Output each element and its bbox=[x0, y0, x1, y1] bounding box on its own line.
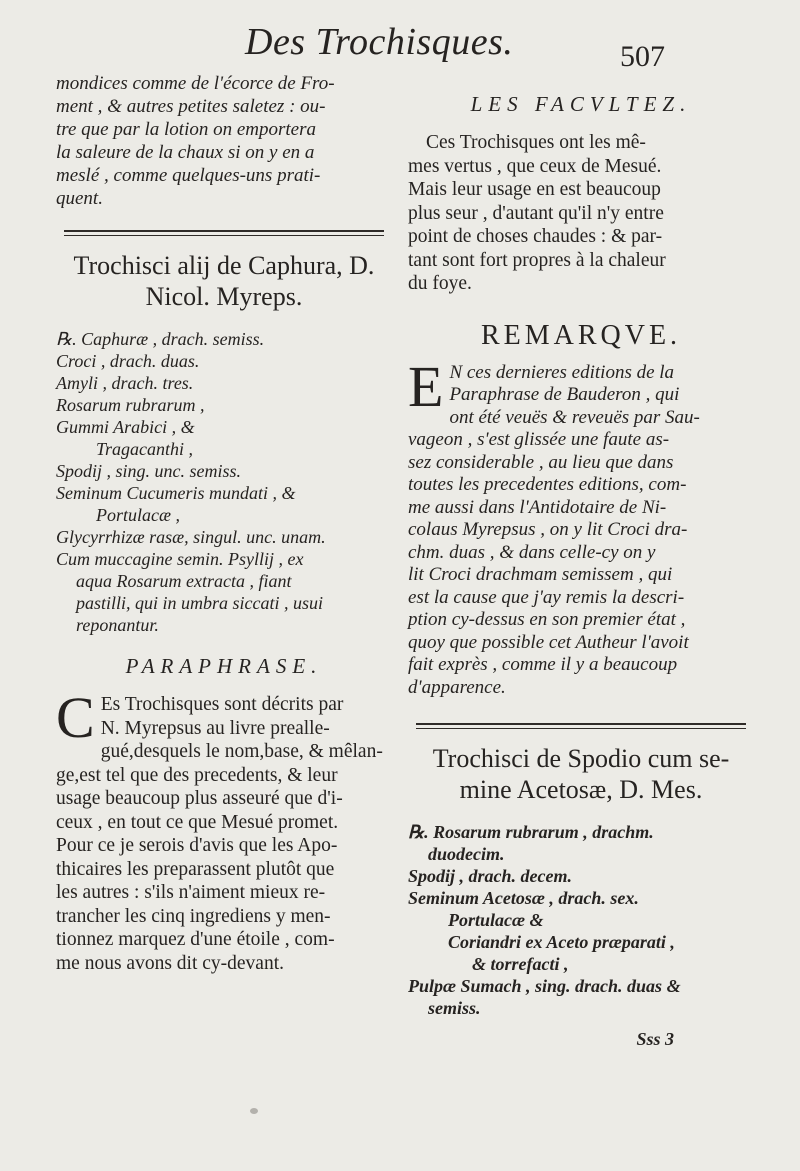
running-head: Des Trochisques. bbox=[245, 21, 514, 63]
recipe-line: semiss. bbox=[428, 998, 481, 1018]
paraphrase-paragraph bbox=[56, 685, 392, 975]
signature-mark: Sss 3 bbox=[636, 1029, 674, 1049]
title-line: Trochisci alij de Caphura, D. bbox=[73, 251, 375, 280]
faculties-heading: LES FACVLTEZ. bbox=[470, 92, 692, 116]
text-line: du foye. bbox=[408, 273, 472, 294]
recipe-line: pastilli, qui in umbra siccati , usui bbox=[76, 593, 324, 613]
text-line: chm. duas , & dans celle-cy on y bbox=[408, 541, 656, 563]
text-line: est la cause que j'ay remis la descri- bbox=[408, 586, 685, 608]
section-divider bbox=[64, 230, 384, 236]
page-number: 507 bbox=[620, 40, 665, 73]
faculties-paragraph bbox=[408, 131, 754, 296]
text-line: lit Croci drachmam semissem , qui bbox=[408, 564, 673, 585]
recipe-line: Glycyrrhizæ rasæ, singul. unc. unam. bbox=[56, 527, 326, 547]
text-line: gué,desquels le nom,base, & mêlan- bbox=[100, 741, 383, 762]
text-line: ment , & autres petites saletez : ou- bbox=[56, 96, 326, 117]
section-divider bbox=[416, 723, 746, 729]
recipe-line: reponantur. bbox=[76, 615, 159, 635]
left-column bbox=[56, 72, 392, 975]
text-line: Pour ce je serois d'avis que les Apo- bbox=[56, 835, 338, 856]
text-line: la saleure de la chaux si on y en a bbox=[56, 142, 315, 163]
text-line: les autres : s'ils n'aiment mieux re- bbox=[56, 882, 326, 903]
recipe-line: Amyli , drach. tres. bbox=[56, 373, 194, 393]
text-line: d'apparence. bbox=[408, 676, 506, 698]
recipe-line: ℞. Rosarum rubrarum , drachm. bbox=[408, 822, 654, 842]
remark-heading: REMARQVE. bbox=[480, 319, 682, 351]
text-line: N. Myrepsus au livre prealle- bbox=[100, 717, 330, 739]
recipe-line: Gummi Arabici , & bbox=[56, 417, 195, 437]
text-line: mes vertus , que ceux de Mesué. bbox=[408, 155, 662, 177]
recipe-line: Tragacanthi , bbox=[96, 439, 194, 459]
title-line: Nicol. Myreps. bbox=[145, 282, 303, 311]
recipe-line: Croci , drach. duas. bbox=[56, 351, 200, 371]
recipe-list bbox=[56, 328, 392, 636]
text-line: usage beaucoup plus asseuré que d'i- bbox=[56, 788, 343, 809]
text-line: thicaires les preparassent plutôt que bbox=[56, 858, 335, 880]
text-line: mondices comme de l'écorce de Fro- bbox=[56, 73, 335, 94]
text-line: ption cy-dessus en son premier état , bbox=[408, 609, 686, 630]
text-line: meslé , comme quelques-uns prati- bbox=[56, 165, 321, 186]
recipe-line: ℞. Caphuræ , drach. semiss. bbox=[56, 329, 265, 349]
recipe-line: Pulpæ Sumach , sing. drach. duas & bbox=[408, 976, 681, 996]
text-line: Ces Trochisques ont les mê- bbox=[426, 132, 646, 153]
right-column bbox=[408, 92, 754, 1050]
title-line: Trochisci de Spodio cum se- bbox=[432, 744, 730, 773]
text-line: point de choses chaudes : & par- bbox=[408, 226, 663, 247]
recipe-line: & torrefacti , bbox=[472, 954, 569, 974]
section-title bbox=[56, 250, 392, 312]
text-line: quoy que possible cet Autheur l'avoit bbox=[408, 631, 689, 653]
recipe-line: Rosarum rubrarum , bbox=[56, 395, 205, 415]
recipe-line: Spodij , drach. decem. bbox=[408, 866, 572, 886]
recipe-line: duodecim. bbox=[428, 844, 505, 864]
text-line: tant sont fort propres à la chaleur bbox=[408, 249, 666, 271]
text-line: N ces dernieres editions de la bbox=[449, 361, 675, 383]
recipe-line: Seminum Acetosæ , drach. sex. bbox=[408, 888, 639, 908]
text-line: quent. bbox=[56, 188, 103, 209]
text-line: tionnez marquez d'une étoile , com- bbox=[56, 929, 335, 950]
section-title bbox=[408, 743, 754, 805]
text-line: colaus Myrepsus , on y lit Croci dra- bbox=[408, 519, 688, 540]
recipe-line: Portulacæ , bbox=[96, 505, 180, 525]
intro-paragraph bbox=[56, 72, 392, 210]
text-line: ceux , en tout ce que Mesué promet. bbox=[56, 811, 339, 833]
recipe-line: Cum muccagine semin. Psyllij , ex bbox=[56, 549, 304, 569]
paraphrase-heading: PARAPHRASE. bbox=[125, 654, 323, 678]
title-line: mine Acetosæ, D. Mes. bbox=[459, 775, 703, 804]
drop-cap: E bbox=[408, 353, 444, 419]
text-line: vageon , s'est glissée une faute as- bbox=[408, 429, 670, 450]
text-line: trancher les cinq ingrediens y men- bbox=[56, 905, 331, 927]
text-line: me nous avons dit cy-devant. bbox=[56, 952, 284, 974]
recipe-list bbox=[408, 821, 754, 1019]
text-line: me aussi dans l'Antidotaire de Ni- bbox=[408, 496, 667, 518]
text-line: Mais leur usage en est beaucoup bbox=[408, 179, 661, 200]
recipe-line: Seminum Cucumeris mundati , & bbox=[56, 483, 296, 503]
recipe-line: Portulacæ & bbox=[448, 910, 544, 930]
text-line: toutes les precedentes editions, com- bbox=[408, 474, 687, 495]
text-line: Es Trochisques sont décrits par bbox=[100, 694, 344, 715]
text-line: sez considerable , au lieu que dans bbox=[408, 451, 674, 473]
text-line: ge,est tel que des precedents, & leur bbox=[56, 764, 338, 786]
text-line: fait exprès , comme il y a beaucoup bbox=[408, 654, 678, 675]
text-line: plus seur , d'autant qu'il n'y entre bbox=[408, 202, 664, 224]
recipe-line: Coriandri ex Aceto præparati , bbox=[448, 932, 675, 952]
recipe-line: aqua Rosarum extracta , fiant bbox=[76, 571, 292, 591]
drop-cap: C bbox=[56, 685, 95, 750]
text-line: ont été veuës & reveuës par Sau- bbox=[449, 406, 700, 428]
text-line: tre que par la lotion on emportera bbox=[56, 119, 316, 140]
recipe-line: Spodij , sing. unc. semiss. bbox=[56, 461, 242, 481]
ink-spot bbox=[250, 1108, 258, 1114]
text-line: Paraphrase de Bauderon , qui bbox=[449, 384, 680, 405]
remark-paragraph bbox=[408, 353, 754, 700]
